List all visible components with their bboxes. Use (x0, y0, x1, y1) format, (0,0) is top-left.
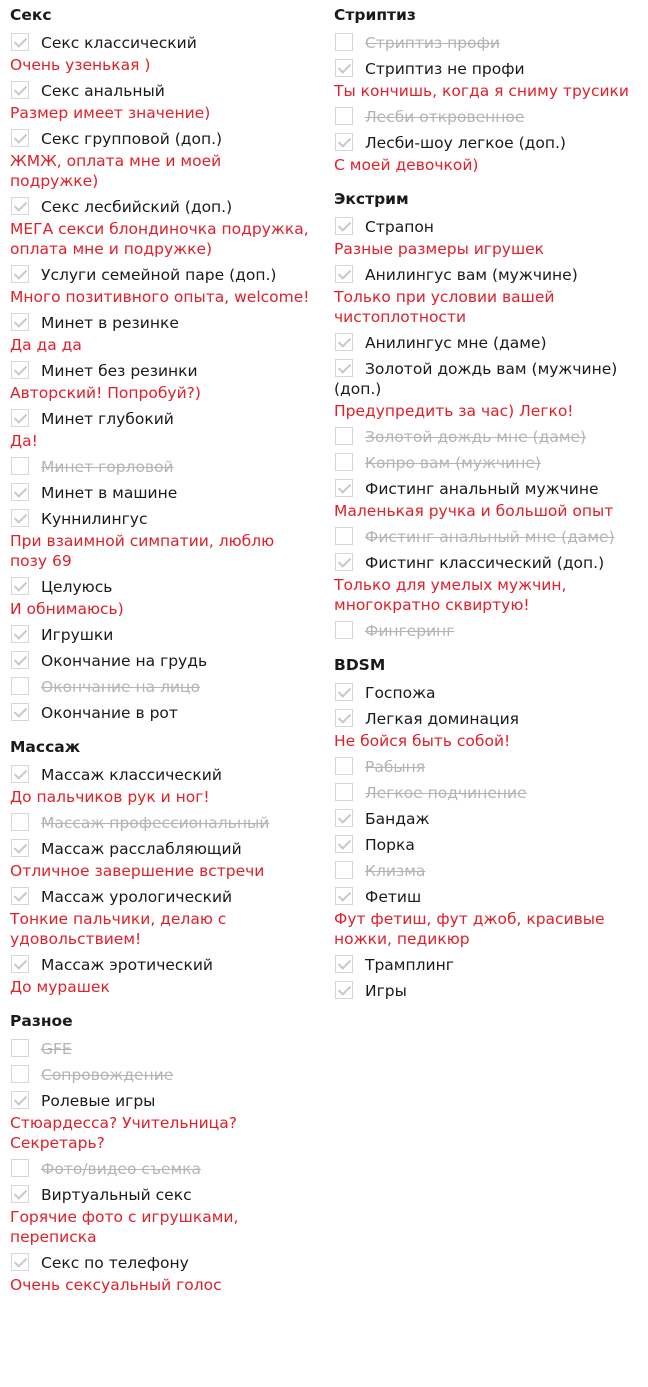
service-checkbox[interactable] (11, 509, 29, 527)
service-checkbox[interactable] (11, 839, 29, 857)
service-checkbox[interactable] (11, 1065, 29, 1083)
service-section (334, 655, 640, 1001)
service-item (10, 361, 310, 403)
service-label: Минет горловой (41, 458, 174, 476)
service-label: Фистинг анальный мужчине (365, 480, 599, 498)
service-note: Разные размеры игрушек (334, 240, 545, 258)
service-item (334, 809, 640, 829)
service-checkbox[interactable] (11, 457, 29, 475)
service-note: Тонкие пальчики, делаю с удовольствием! (10, 910, 227, 948)
service-item (10, 509, 310, 571)
service-label: Виртуальный секс (41, 1186, 192, 1204)
service-item (10, 1185, 310, 1247)
section-title: Разное (10, 1012, 73, 1030)
checkmark-icon (14, 704, 27, 717)
service-checkbox[interactable] (335, 621, 353, 639)
service-item (334, 955, 640, 975)
service-note: Только для умелых мужчин, многократно сквиртую! (334, 576, 567, 614)
service-note: Авторский! Попробуй?) (10, 384, 201, 402)
service-label: Игры (365, 982, 407, 1000)
service-note: Да да да (10, 336, 82, 354)
service-checkbox[interactable] (11, 651, 29, 669)
service-item (334, 133, 640, 175)
service-note: Очень узенькая ) (10, 56, 151, 74)
checkmark-icon (338, 480, 351, 493)
service-checkbox[interactable] (335, 333, 353, 351)
checkmark-icon (14, 888, 27, 901)
service-note: Ты кончишь, когда я сниму трусики (334, 82, 629, 100)
service-label: Стриптиз не профи (365, 60, 525, 78)
service-item (334, 621, 640, 641)
service-note: При взаимной симпатии, люблю позу 69 (10, 532, 275, 570)
service-list (10, 1039, 310, 1295)
section-title: Стриптиз (334, 6, 416, 24)
service-checkbox[interactable] (11, 625, 29, 643)
service-note: МЕГА секси блондиночка подружка, оплата мне и подружке) (10, 220, 309, 258)
checkmark-icon (14, 510, 27, 523)
service-checkbox[interactable] (11, 483, 29, 501)
service-label: Фото/видео съемка (41, 1160, 201, 1178)
service-checkbox[interactable] (11, 197, 29, 215)
service-label: Страпон (365, 218, 434, 236)
service-label: Минет в резинке (41, 314, 179, 332)
service-label: Фистинг анальный мне (даме) (365, 528, 615, 546)
service-item (334, 783, 640, 803)
service-label: Сопровождение (41, 1066, 174, 1084)
service-checkbox[interactable] (11, 81, 29, 99)
service-label: Массаж классический (41, 766, 222, 784)
service-item (10, 457, 310, 477)
service-item (10, 81, 310, 123)
service-checkbox[interactable] (335, 479, 353, 497)
checkmark-icon (338, 810, 351, 823)
service-note: ЖМЖ, оплата мне и моей подружке) (10, 152, 222, 190)
service-label: Массаж профессиональный (41, 814, 270, 832)
checkmark-icon (14, 1186, 27, 1199)
service-label: GFE (41, 1040, 72, 1058)
checkmark-icon (338, 60, 351, 73)
service-checkbox[interactable] (335, 861, 353, 879)
checkmark-icon (14, 362, 27, 375)
checkmark-icon (338, 266, 351, 279)
service-item (10, 677, 310, 697)
service-note: Много позитивного опыта, welcome! (10, 288, 310, 306)
service-item (334, 981, 640, 1001)
service-checkbox[interactable] (335, 33, 353, 51)
checkmark-icon (338, 684, 351, 697)
service-item (10, 577, 310, 619)
service-note: Стюардесса? Учительница? Секретарь? (10, 1114, 237, 1152)
service-checkbox[interactable] (335, 265, 353, 283)
service-checkbox[interactable] (11, 887, 29, 905)
section-title: Секс (10, 6, 52, 24)
service-label: Массаж урологический (41, 888, 233, 906)
services-column-left (10, 0, 310, 1301)
service-label: Ролевые игры (41, 1092, 156, 1110)
service-checkbox[interactable] (11, 813, 29, 831)
checkmark-icon (14, 198, 27, 211)
service-checkbox[interactable] (335, 835, 353, 853)
service-label: Секс классический (41, 34, 197, 52)
service-label: Лесби-шоу легкое (доп.) (365, 134, 566, 152)
service-checkbox[interactable] (11, 1185, 29, 1203)
service-checkbox[interactable] (11, 577, 29, 595)
service-item (334, 217, 640, 259)
service-checkbox[interactable] (335, 527, 353, 545)
service-checkbox[interactable] (335, 955, 353, 973)
service-label: Окончание на грудь (41, 652, 208, 670)
service-label: Фингеринг (365, 622, 455, 640)
service-item (10, 839, 310, 881)
checkmark-icon (338, 218, 351, 231)
service-label: Минет без резинки (41, 362, 198, 380)
checkmark-icon (14, 266, 27, 279)
service-section (10, 737, 310, 997)
service-item (10, 265, 310, 307)
service-label: Секс лесбийский (доп.) (41, 198, 233, 216)
service-label: Фетиш (365, 888, 422, 906)
service-item (10, 625, 310, 645)
service-checkbox[interactable] (11, 677, 29, 695)
service-note: Да! (10, 432, 38, 450)
service-item (334, 359, 640, 421)
service-checkbox[interactable] (335, 887, 353, 905)
service-item (334, 427, 640, 447)
service-item (334, 887, 640, 949)
service-note: Размер имеет значение) (10, 104, 211, 122)
service-checkbox[interactable] (11, 955, 29, 973)
service-item (10, 313, 310, 355)
service-label: Лесби откровенное (365, 108, 525, 126)
service-label: Куннилингус (41, 510, 148, 528)
service-label: Копро вам (мужчине) (365, 454, 541, 472)
service-checkbox[interactable] (335, 107, 353, 125)
service-checkbox[interactable] (335, 427, 353, 445)
service-checkbox[interactable] (11, 1159, 29, 1177)
checkmark-icon (14, 410, 27, 423)
service-list (334, 683, 640, 1001)
service-label: Клизма (365, 862, 426, 880)
checkmark-icon (14, 34, 27, 47)
service-label: Секс по телефону (41, 1254, 189, 1272)
service-note: Не бойся быть собой! (334, 732, 511, 750)
checkmark-icon (14, 652, 27, 665)
service-checkbox[interactable] (11, 409, 29, 427)
checkmark-icon (338, 836, 351, 849)
service-label: Порка (365, 836, 415, 854)
service-note: С моей девочкой) (334, 156, 479, 174)
section-title: BDSM (334, 656, 386, 674)
service-label: Целуюсь (41, 578, 113, 596)
service-item (334, 553, 640, 615)
services-column-right (334, 0, 640, 1007)
service-label: Трамплинг (365, 956, 454, 974)
service-label: Золотой дождь мне (даме) (365, 428, 587, 446)
service-label: Окончание на лицо (41, 678, 201, 696)
section-title: Экстрим (334, 190, 409, 208)
service-checkbox[interactable] (11, 765, 29, 783)
service-item (10, 651, 310, 671)
service-item (334, 861, 640, 881)
service-label: Услуги семейной паре (доп.) (41, 266, 277, 284)
service-note: Только при условии вашей чистоплотности (334, 288, 555, 326)
service-list (10, 33, 310, 723)
service-item (10, 1159, 310, 1179)
service-label: Стриптиз профи (365, 34, 500, 52)
service-item (10, 1039, 310, 1059)
service-note: Горячие фото с игрушками, переписка (10, 1208, 239, 1246)
service-item (334, 683, 640, 703)
service-checkbox[interactable] (11, 1253, 29, 1271)
service-checkbox[interactable] (335, 453, 353, 471)
service-label: Окончание в рот (41, 704, 178, 722)
service-checkbox[interactable] (335, 683, 353, 701)
service-item (334, 757, 640, 777)
service-item (334, 265, 640, 327)
service-item (10, 1091, 310, 1153)
service-label: Госпожа (365, 684, 436, 702)
checkmark-icon (14, 956, 27, 969)
checkmark-icon (14, 314, 27, 327)
service-checkbox[interactable] (11, 361, 29, 379)
service-label: Фистинг классический (доп.) (365, 554, 605, 572)
service-label: Массаж расслабляющий (41, 840, 242, 858)
service-checkbox[interactable] (335, 809, 353, 827)
service-item (334, 333, 640, 353)
checkmark-icon (338, 554, 351, 567)
service-label: Легкое подчинение (365, 784, 527, 802)
service-item (10, 409, 310, 451)
service-item (10, 813, 310, 833)
service-item (10, 129, 310, 191)
service-checkbox[interactable] (335, 757, 353, 775)
service-checkbox[interactable] (11, 1091, 29, 1109)
service-note: Предупредить за час) Легко! (334, 402, 574, 420)
service-note: До пальчиков рук и ног! (10, 788, 210, 806)
service-item (334, 835, 640, 855)
service-checkbox[interactable] (335, 217, 353, 235)
service-item (10, 33, 310, 75)
service-checkbox[interactable] (335, 783, 353, 801)
service-item (10, 703, 310, 723)
service-list (334, 33, 640, 175)
service-checkbox[interactable] (11, 703, 29, 721)
service-label: Массаж эротический (41, 956, 213, 974)
section-title: Массаж (10, 738, 81, 756)
checkmark-icon (338, 134, 351, 147)
service-item (10, 1253, 310, 1295)
service-item (10, 483, 310, 503)
service-label: Анилингус вам (мужчине) (365, 266, 578, 284)
service-checkbox[interactable] (335, 133, 353, 151)
service-label: Золотой дождь вам (мужчине) (доп.) (334, 360, 618, 398)
service-checkbox[interactable] (335, 981, 353, 999)
service-item (334, 107, 640, 127)
service-note: Маленькая ручка и большой опыт (334, 502, 614, 520)
service-checkbox[interactable] (11, 1039, 29, 1057)
service-checkbox[interactable] (335, 59, 353, 77)
service-item (10, 197, 310, 259)
service-note: Очень сексуальный голос (10, 1276, 222, 1294)
checkmark-icon (338, 982, 351, 995)
service-item (334, 479, 640, 521)
checkmark-icon (338, 956, 351, 969)
service-item (10, 887, 310, 949)
service-label: Секс групповой (доп.) (41, 130, 223, 148)
service-item (334, 33, 640, 53)
checkmark-icon (14, 1092, 27, 1105)
service-item (334, 453, 640, 473)
checkmark-icon (14, 1254, 27, 1267)
service-section (10, 1011, 310, 1295)
service-label: Бандаж (365, 810, 430, 828)
service-label: Игрушки (41, 626, 114, 644)
service-checkbox[interactable] (335, 709, 353, 727)
service-checkbox[interactable] (11, 33, 29, 51)
service-note: Фут фетиш, фут джоб, красивые ножки, педикюр (334, 910, 605, 948)
service-list (334, 217, 640, 641)
service-item (334, 527, 640, 547)
checkmark-icon (14, 626, 27, 639)
checkmark-icon (14, 82, 27, 95)
checkmark-icon (338, 360, 351, 373)
service-checkbox[interactable] (335, 359, 353, 377)
service-note: Отличное завершение встречи (10, 862, 265, 880)
checkmark-icon (14, 766, 27, 779)
service-item (10, 1065, 310, 1085)
service-item (10, 955, 310, 997)
checkmark-icon (338, 334, 351, 347)
service-section (334, 189, 640, 641)
service-checkbox[interactable] (335, 553, 353, 571)
service-checkbox[interactable] (11, 313, 29, 331)
service-section (10, 5, 310, 723)
checkmark-icon (14, 484, 27, 497)
service-label: Минет глубокий (41, 410, 174, 428)
checkmark-icon (14, 130, 27, 143)
service-label: Рабыня (365, 758, 426, 776)
checkmark-icon (338, 888, 351, 901)
service-label: Легкая доминация (365, 710, 519, 728)
service-item (10, 765, 310, 807)
service-item (334, 59, 640, 101)
service-item (334, 709, 640, 751)
service-section (334, 5, 640, 175)
service-label: Минет в машине (41, 484, 178, 502)
service-checkbox[interactable] (11, 129, 29, 147)
service-list (10, 765, 310, 997)
service-label: Секс анальный (41, 82, 165, 100)
service-note: До мурашек (10, 978, 110, 996)
service-note: И обнимаюсь) (10, 600, 124, 618)
checkmark-icon (338, 710, 351, 723)
checkmark-icon (14, 578, 27, 591)
service-checkbox[interactable] (11, 265, 29, 283)
service-label: Анилингус мне (даме) (365, 334, 547, 352)
checkmark-icon (14, 840, 27, 853)
